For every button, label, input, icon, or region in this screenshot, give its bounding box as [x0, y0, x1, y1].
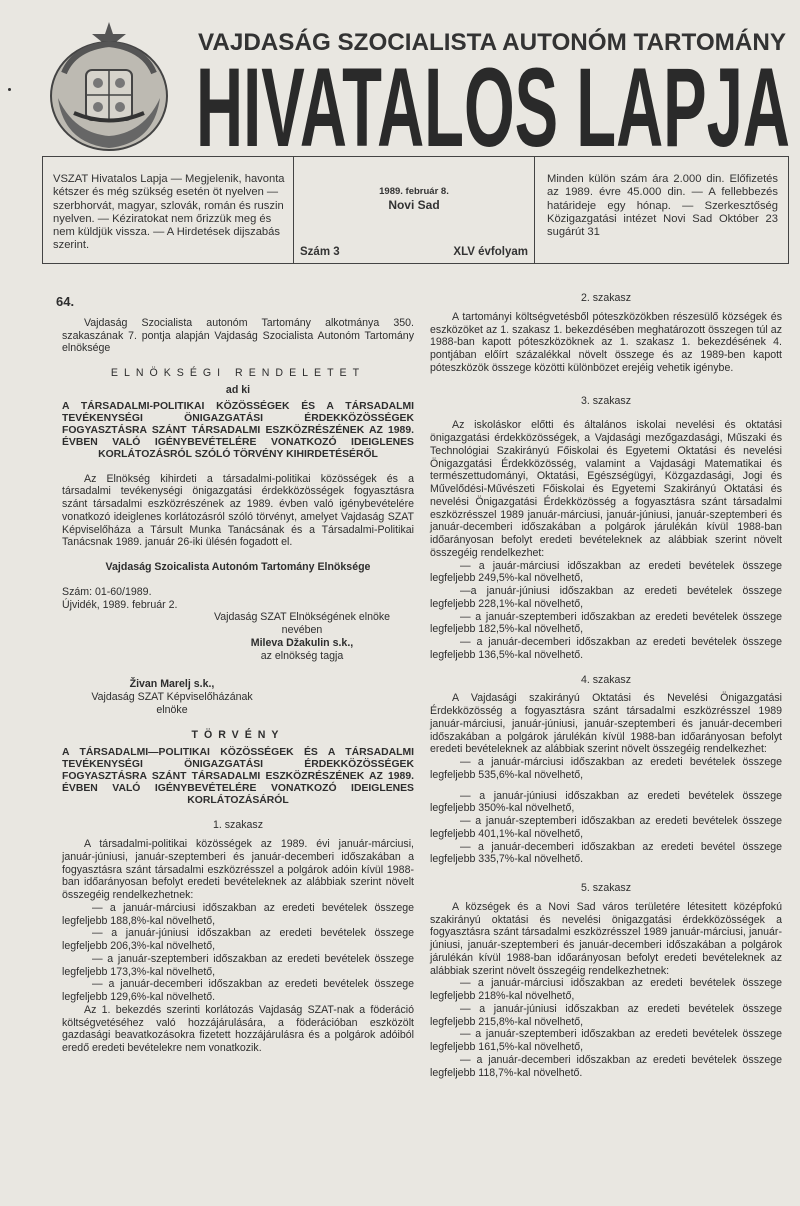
list-item: — a január-márciusi időszakban az eredeti bevételek összege legfeljebb 535,6%-kal növelhető,: [430, 756, 782, 781]
promulgation-paragraph: Az Elnökség kihirdeti a társadalmi-politikai közösségek és a társadalmi tevékenységi önigazgatási érdekközösségek fogyasztásra szánt társadalmi eszközrészének az 1989. évben való igénybevételére vonatkozó ideiglenes korlátozásról szóló törvényt, amelyet Vajdaság SZAT Képviselőháza a Társult Munka Tanácsának és a Társadalmi-Politikai Tanácsnak 1989. január 26-iki ülésén fogadott el.: [62, 472, 414, 549]
publication-notice: VSZAT Hivatalos Lapja — Megjelenik, havonta kétszer és még szükség esetén öt nyelven — szerbhorvát, magyar, szlovák, román és ruszin nyelven. — Kéziratokat nem őrizzük meg és nem küldjük vissza. — A Hirdetések dijszabás szerint.: [43, 157, 294, 263]
list-item: — a január-márciusi időszakban az eredeti bevételek összege legfeljebb 218%-kal növelhető,: [430, 977, 782, 1002]
list-item: — a január-júniusi időszakban az eredeti bevételek összege legfeljebb 215,8%-kal növelhető,: [430, 1002, 782, 1028]
list-item: — a január-júniusi időszakban az eredeti bevételek összege legfeljebb 350%-kal növelhető,: [430, 789, 782, 815]
list-item: — a január-szeptemberi időszakban az eredeti bevételek összege legfeljebb 401,1%-kal növelhető,: [430, 815, 782, 840]
section-body: A tartományi költségvetésből póteszközökben részesülő községek és eszközöket az 1. szakasz 1. bekezdésében meghatározott összegen túl az 1988-ban kapott póteszközöknek az 1. szakasz 1. bekezdésének 4. pontjában előírt százalékkal növelt összege és az 1989-ben kapott póteszközök összege közötti különbözet erejéig vehetik igénybe.: [430, 310, 782, 374]
issue-number: Szám 3: [300, 245, 340, 258]
list-item: — a január-szeptemberi időszakban az eredeti bevételek összege legfeljebb 161,5%-kal növelhető,: [430, 1028, 782, 1053]
section-body: A társadalmi-politikai közösségek az 1989. évi január-márciusi, január-júniusi, január-szeptemberi és január-decemberi időszakában a fogyasztásra szánt társadalmi eszközrésszel a polgárok adóin kívül 1988-ban időarányosan befolyt eredeti bevételeknek az alábbiak szerint növelt összegéig rendelkezhetnek:: [62, 838, 414, 901]
section-closing: Az 1. bekezdés szerinti korlátozás Vajdaság SZAT-nak a föderáció költségvetéséhez való hozzájárulására, a föderációban eszközölt gazdasági beavatkozásokra fizetett hozzájárulásra és a polgárok adóiból eredő eredeti bevételekre nem vonatkozik.: [62, 1003, 414, 1054]
issue-info: [294, 157, 535, 263]
place-date: Újvidék, 1989. február 2.: [62, 598, 178, 611]
list-item: — a január-szeptemberi időszakban az eredeti bevételek összege legfeljebb 173,3%-kal növelhető,: [62, 952, 414, 978]
law-title: A TÁRSADALMI—POLITIKAI KÖZÖSSÉGEK ÉS A TÁRSADALMI TEVÉKENYSÉGI ÖNIGAZGATÁSI ÉRDEKKÖZÖSSÉGEK FOGYASZTÁSRA SZÁNT TÁRSADALMI ESZKÖZRÉSZÉNEK AZ 1989. ÉVBEN VALÓ IGÉNYBEVÉTELÉRE VONATKOZÓ IDEIGLENES KORLÁTOZÁSÁRÓL: [62, 747, 414, 807]
section-heading: 5. szakasz: [580, 882, 632, 894]
scan-speck: [8, 88, 11, 91]
list-item: — a január-decemberi időszakban az eredeti bevételek összege legfeljebb 129,6%-kal növelhető.: [62, 978, 414, 1003]
section-heading: 2. szakasz: [580, 292, 632, 304]
left-column: [56, 294, 414, 1055]
coat-of-arms-emblem: [44, 18, 174, 153]
publication-info-box: [42, 156, 789, 264]
issue-city: Novi Sad: [388, 198, 440, 212]
issue-date: 1989. február 8.: [379, 186, 449, 197]
law-heading: TÖRVÉNY: [191, 728, 285, 741]
masthead-supertitle: [198, 24, 788, 56]
list-item: — a január-decemberi időszakban az eredeti bevételek összege legfeljebb 136,5%-kal növelhető.: [430, 636, 782, 661]
list-item: — a január-decemberi időszakban az eredeti bevételek összege legfeljebb 118,7%-kal növelhető.: [430, 1053, 782, 1079]
section-body: Az iskoláskor előtti és általános iskolai nevelési és oktatási önigazgatási érdekközösségek, a Vajdasági mezőgazdasági, Műszaki és Technológiai Szakirányú Főiskolai és Egyetemi Oktatási és nevelési Önigazgatási Érdekközösség, valamint a Vajdasági Matematikai és természettudományi, Oktatási, Egészségügyi, Közgazdasági, Jogi és Művelődési-Művészeti Főiskolai és Egyetemi Szakirányú Oktatási és nevelési Önigazgatási Érdekközösség a fogyasztásra szánt társadalmi eszközrésszel 1989 január-márciusi, január-júniusi, január-szeptemberi és január-decemberi időszakában a polgárok járulékán kívül 1988-ban időarányosan befolyt eredeti bevételeknek az alábbiak szerint növelt összegéig rendelkezhet:: [430, 419, 782, 559]
signature-line: elnöke: [156, 703, 188, 716]
section-body: A Vajdasági szakirányú Oktatási és Nevelési Önigazgatási Érdekközösség a fogyasztásra szánt társadalmi eszközrésszel 1989 január-márciusi, január-júniusi, január-szeptemberi és január-decemberi időszakában a polgárok járulékán kívül 1988-ban időarányosan befolyt eredeti bevételeknek az alábbiak szerint növelt összegéig rendelkezhet:: [430, 692, 782, 756]
signature-line: Vajdaság SZAT Képviselőházának: [91, 691, 253, 703]
section-body: A községek és a Novi Sad város területére létesitett középfokú szakirányú oktatási és nevelési önigazgatási érdekközösségek a fogyasztásra szánt társadalmi eszközrésszel 1989 január-márciusi, január-júniusi, január-szeptemberi és január-decemberi időszakában a polgárok járulékán kívül 1988-ban időarányosan befolyt eredeti bevételeknek az alábbiak szerint növelt összegéig rendelkezhetnek:: [430, 900, 782, 977]
signature-line: Vajdaság SZAT Elnökségének elnöke: [213, 611, 391, 624]
reference-number: Szám: 01-60/1989.: [62, 585, 152, 598]
issue-volume: XLV évfolyam: [453, 245, 528, 258]
masthead-title-text: HIVATALOS LAPJA: [196, 56, 790, 152]
list-item: — a jauár-márciusi időszakban az eredeti bevételek összege legfeljebb 249,5%-kal növelhető,: [430, 559, 782, 585]
pricing-notice: Minden külön szám ára 2.000 din. Előfizetés az 1989. évre 45.000 din. — A fellebbezés határideje egy hónap. — Szerkesztőség Közigazgatási intézet Novi Sad Október 23 sugárút 31: [547, 173, 778, 239]
masthead-title: [196, 56, 792, 152]
item-number: 64.: [56, 294, 75, 309]
section-heading: 4. szakasz: [580, 673, 632, 686]
signature-line: az elnökség tagja: [260, 649, 344, 662]
section-heading: 3. szakasz: [580, 394, 632, 407]
section-heading: 1. szakasz: [212, 819, 264, 832]
signature-line: nevében: [281, 624, 323, 636]
list-item: — a január-júniusi időszakban az eredeti bevételek összege legfeljebb 206,3%-kal növelhető,: [62, 927, 414, 952]
signatory-name: Živan Marelj s.k.,: [129, 678, 215, 691]
list-item: —a január-júniusi időszakban az eredeti bevételek összege legfeljebb 228,1%-kal növelhető,: [430, 585, 782, 610]
ad-ki: ad ki: [225, 383, 251, 396]
signatory-name: Mileva Džakulin s.k.,: [250, 636, 354, 649]
decree-title: A TÁRSADALMI-POLITIKAI KÖZÖSSÉGEK ÉS A TÁRSADALMI TEVÉKENYSÉGI ÖNIGAZGATÁSI ÉRDEKKÖZÖSSÉGEK FOGYASZTÁSRA SZÁNT TÁRSADALMI ESZKÖZRÉSZÉNEK AZ 1989. ÉVBEN VALÓ IGÉNYBEVÉTELÉRE VONATKOZÓ IDEIGLENES KORLÁTOZÁSRÓL SZÓLÓ TÖRVÉNY KIHIRDETÉSÉRŐL: [62, 400, 414, 460]
decree-heading: ELNÖKSÉGI RENDELETET: [110, 367, 366, 379]
issuer: Vajdaság Szoicalista Autonóm Tartomány Elnöksége: [105, 561, 371, 573]
masthead-supertitle-text: VAJDASÁG SZOCIALISTA AUTONÓM TARTOMÁNY: [198, 29, 781, 56]
list-item: — a január-decemberi időszakban az eredeti bevétel összege legfeljebb 335,7%-kal növelhető.: [430, 840, 782, 866]
right-column: [430, 292, 782, 1079]
intro-paragraph: Vajdaság Szocialista autonóm Tartomány alkotmánya 350. szakaszának 7. pontja alapján Vajdaság Szocialista Autonóm Tartomány elnöksége: [62, 316, 414, 355]
signature-block-presidency: [192, 611, 412, 662]
signature-block-assembly: [62, 678, 282, 716]
list-item: — a január-szeptemberi időszakban az eredeti bevételek összege legfeljebb 182,5%-kal növelhető,: [430, 610, 782, 636]
list-item: — a január-márciusi időszakban az eredeti bevételek összege legfeljebb 188,8%-kal növelhető,: [62, 901, 414, 927]
